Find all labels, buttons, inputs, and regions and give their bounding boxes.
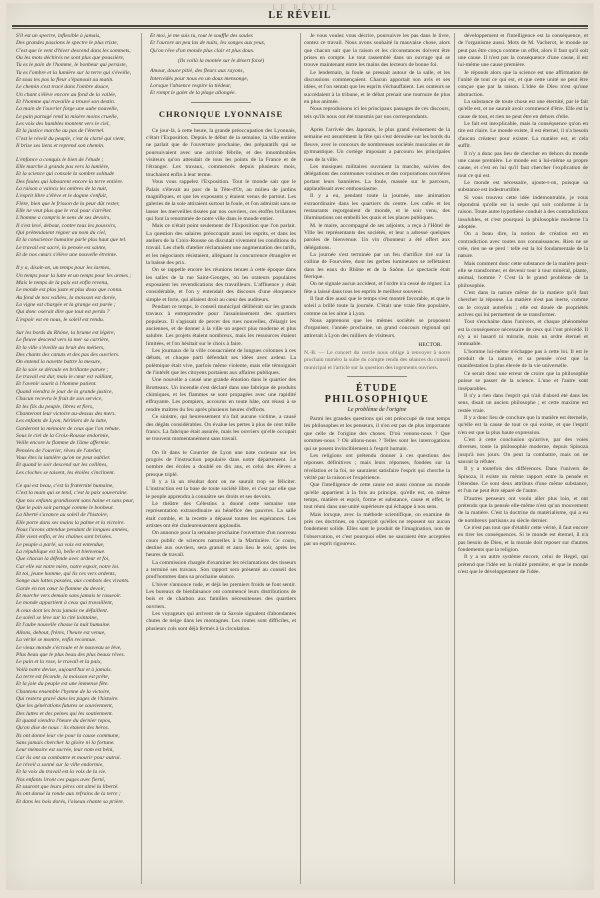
poem-line: Qui prétendaient régner au nom du ciel, — [16, 229, 107, 236]
poem-line: A ceux dont les bras jamais ne défaillent. — [16, 607, 109, 614]
poem-line: Un temps pour la lutte et un temps pour les armes ; — [16, 272, 132, 279]
paragraph: L'homme lui-même n'échappe pas à cette loi. Il est le produit de la nature, et sa pensée n'est que la manifestation la plus élevée de la vie universelle. — [458, 348, 588, 370]
poem-line: Qu'on dise de nous : ils étaient des héros. — [16, 725, 110, 732]
poem-line: Et dans les bois dorés, l'oiseau chante sa prière. — [16, 798, 125, 805]
poem-line: Allons, debout, frères, l'heure est venue, — [16, 629, 106, 636]
poem-line: Songe aux luttes passées, aux combats des vivants. — [16, 578, 130, 585]
poem-line: Que nos enfants grandissent sans haine et sans peur, — [16, 497, 134, 504]
paragraph: Mais lorsque, avec la méthode scientifique, on examine de près ces doctrines, on s'aperçoit qu'elles ne reposent sur aucun fondement solide. Elles sont le produit de l'imagination, non de l'observation, et c'est pourquoi elles ne sauraient être acceptées par un esprit rigoureux. — [304, 511, 450, 547]
article-body — [146, 450, 296, 634]
paragraph: On annonce pour la semaine prochaine l'ouverture d'un nouveau cours public de sciences naturelles à la Martinière. Ce cours, destiné aux ouvriers, sera gratuit et aura lieu le soir, après les heures de travail. — [146, 530, 296, 559]
poem-line: Pensées de l'ouvrier, rêves de l'atelier, — [16, 447, 102, 454]
poem-line: Le travail est sacré, la pensée est sainte, — [16, 244, 107, 251]
paragraph: Il y a là un résultat dont on ne saurait trop se féliciter. L'instruction est la base de toute société libre, et c'est par elle que le peuple apprendra à connaître ses droits et ses devoirs. — [146, 478, 296, 500]
poem-line: Nous l'avons attendue pendant de longues années, — [16, 527, 129, 533]
article-body — [304, 127, 450, 340]
paragraph: M. le maire, accompagné de ses adjoints, a reçu à l'Hôtel de Ville les représentants des sociétés, et leur a adressé quelques paroles de bienvenue. Un vin d'honneur a été offert aux délégations. — [304, 222, 450, 251]
poem-line: Chantons ensemble l'hymne de la victoire, — [16, 688, 111, 695]
paragraph: Les voyageurs qui arrivent de la Savoie signalent d'abondantes chutes de neige dans les montagnes. Les routes sont difficiles, et plusieurs cols sont déjà fermés à la circulation. — [146, 611, 296, 632]
poem-line: Lorsque l'absence respire la tiédeur, — [150, 83, 232, 90]
column-divider — [300, 33, 301, 884]
poem-line: Les enfants de Lyon, héritiers de la lutte, — [16, 418, 108, 425]
paragraph: L'hiver s'annonce rude, et déjà les premiers froids se font sentir. Les bureaux de bienfaisance ont commencé leurs distributions de bois et de charbon aux familles nécessiteuses des quartiers ouvriers. — [146, 581, 296, 610]
poem-line: Plus beau que le plus beau des plus beaux rêves. — [16, 651, 126, 658]
section-title-etude: ÉTUDE PHILOSOPHIQUE — [324, 383, 430, 406]
poem-line: Amour, douce pitié, des fleurs aux rayons, — [150, 68, 244, 75]
poem-line: Et la justice marche au pas de l'éternel. — [16, 128, 105, 135]
poem-line: Car ils ont su combattre et mourir pour autrui. — [16, 754, 121, 761]
poem-line: Le vieux monde s'écroule et le nouveau se lève, — [16, 644, 122, 651]
separator-rule — [191, 102, 251, 103]
poem-line: Le pain et la rose, le travail et la paix, — [16, 659, 102, 666]
poem-line: Des grandes passions le spectre le plus triste, — [16, 40, 119, 47]
paragraph: Que l'intelligence de cette cause est aussi connue au monde qu'elle appartient à la fois au principe, qu'elle est, en même temps, matière et esprit, forme et substance, cause et effet, le tout réuni dans une unité supérieure qui échappe à nos sens. — [304, 482, 450, 511]
paragraph: Il n'y a donc pas lieu de chercher en dehors du monde une cause première. Le monde est à lui-même sa propre cause, et c'est en lui qu'il faut chercher l'explication de tout ce qui est. — [458, 150, 588, 179]
paragraph: Si vous trouvez cette idée indémontrable, je vous répondrai qu'elle est la seule qui soit conforme à la raison. Toute autre hypothèse conduit à des contradictions insolubles, et c'est pourquoi la philosophie moderne l'a adoptée. — [458, 194, 588, 230]
poem-block — [12, 483, 138, 806]
poem-line: Les cloches se taisent, les étoiles s'inclinent. — [16, 469, 116, 476]
poem-line: Ils ont donné leur vie pour la cause commune, — [16, 732, 120, 739]
paragraph: Mais ce n'était point seulement de l'Exposition que l'on parlait. La question des salaires préoccupait aussi les esprits, et dans les ateliers de la Croix-Rousse on discutait vivement les conditions du travail. Les chefs d'atelier réclamaient une augmentation des tarifs, et les négociants résistaient, alléguant la concurrence étrangère et la baisse des prix. — [146, 223, 296, 266]
masthead-rule-thin — [12, 28, 588, 29]
poem-line: Et toi, jeune homme, qui lis ces vers ardents, — [16, 571, 116, 578]
signature: HECTOR. — [418, 342, 442, 349]
poem-line: Et rompt le galet de la plage allongée. — [150, 90, 236, 97]
article-body — [304, 33, 450, 121]
column-3 — [304, 33, 450, 884]
poem-line: Et l'aurore un peu las de nuits, les songes aux yeux, — [150, 40, 266, 47]
column-4 — [458, 33, 588, 884]
poem-line: Elle ne veut plus que le vrai pour s'arrêter. — [16, 207, 112, 214]
poem-line: Que les générations futures se souviennent, — [16, 703, 114, 710]
paragraph: Tout s'enchaîne dans l'univers, et chaque phénomène est la conséquence nécessaire de ceux qui l'ont précédé. Il n'y a ni hasard ni miracle, mais un ordre éternel et immuable. — [458, 319, 588, 348]
paragraph: On se rappelle encore les réunions tenues à cette époque dans les salles de la rue Saint-Georges, où les orateurs populaires exposaient les revendications des travailleurs. L'affluence y était considérable, et l'on y entendait des discours d'une éloquence simple et forte, qui allaient droit au cœur des auditeurs. — [146, 267, 296, 303]
paragraph: Le théâtre des Célestins a donné cette semaine une représentation extraordinaire au bénéfice des pauvres. La salle était comble, et la recette a dépassé toutes les espérances. Les artistes ont été chaleureusement applaudis. — [146, 500, 296, 529]
poem-line: Que chacun la défende avec ardeur et foi, — [16, 556, 110, 563]
column-divider — [141, 33, 142, 884]
paragraph: La journée s'est terminée par un feu d'artifice tiré sur la colline de Fourvière, dont les gerbes lumineuses se reflétaient dans les eaux du Rhône et de la Saône. Le spectacle était féerique. — [304, 251, 450, 280]
paragraph: On lit dans le Courrier de Lyon une note curieuse sur les progrès de l'instruction populaire dans notre département. Le nombre des écoles a doublé en dix ans, et celui des élèves a presque triplé. — [146, 449, 296, 478]
masthead-rule — [12, 25, 588, 27]
poem-line: Garderont la mémoire de ceux que l'on rebute. — [16, 425, 121, 432]
poem-line: On entend la navette battre la mesure, — [16, 359, 102, 366]
poem-line: C'est le réveil du peuple, c'est la clarté qui vient, — [16, 135, 126, 142]
column-divider — [454, 33, 455, 884]
poem-block — [12, 330, 138, 477]
paragraph: Il y a un autre système encore, celui de Hegel, qui prétend que l'idée est la réalité première, et que le monde n'est que le développement de l'idée. — [458, 554, 588, 576]
poem-line: Ce qui est beau, c'est la fraternité humaine, — [16, 482, 114, 489]
section-subtitle: Le problème de l'origine — [347, 407, 407, 414]
poem-line: Et l'avenir sourit à l'homme patient. — [16, 381, 97, 388]
poem-line: Mais le temps de la paix est enfin revenu, — [16, 280, 109, 286]
article-body — [458, 33, 588, 576]
poem-line: Chanteront leur victoire au-dessus des mers. — [16, 410, 116, 417]
poem-line: Tu es l'ombre et la lumière sur la terre qui s'éveille, — [16, 69, 132, 76]
poem-line: Et l'homme qui travaille a trouvé son destin. — [16, 99, 116, 106]
poem-line: Au fond de nos vallées, la moisson est dorée, — [16, 294, 117, 301]
paragraph: On ne signale aucun accident, et l'ordre n'a cessé de régner. La fête a laissé dans tous les esprits le meilleur souvenir. — [304, 281, 450, 295]
paragraph: On a beau dire, la notion de création est en contradiction avec toutes nos connaissances. Rien ne se crée, rien ne se perd : telle est la loi fondamentale de la nature. — [458, 231, 588, 260]
poem-line: L'espoir est en nous, le soleil est rendu. — [16, 316, 105, 323]
note: N.-B. — Le concert du cercle nous oblige à renvoyer à notre prochain numéro la suite du compte rendu des séances du conseil municipal et l'article sur la question des logements ouvriers. — [304, 350, 450, 371]
paragraph: Parmi les grandes questions qui ont préoccupé de tout temps les philosophes et les penseurs, il n'en est pas de plus importante que celle de l'origine des choses. D'où venons-nous ? Que sommes-nous ? Où allons-nous ? Telles sont les interrogations qui se posent invinciblement à l'esprit humain. — [304, 416, 450, 452]
column-1 — [12, 33, 138, 884]
paragraph: Le lendemain, la foule se pressait autour de la salle, et les discussions commençaient. Chacun apportait son avis et ses idées, et l'on sentait que les esprits s'échauffaient. Les orateurs se succédaient à la tribune, et le débat prenait une tournure de plus en plus animée. — [304, 69, 450, 106]
poem-line: Sous le ciel de la Croix-Rousse endormie, — [16, 432, 110, 439]
paragraph: Les musiques militaires ouvraient la marche, suivies des délégations des communes voisines et des corporations ouvrières portant leurs bannières. La foule, massée sur le parcours, applaudissait avec enthousiasme. — [304, 163, 450, 192]
poem-line: La main de l'ouvrier forge une aube nouvelle, — [16, 106, 119, 113]
paragraph: Ce jour-là, à cette heure, la grande préoccupation des Lyonnais, c'était l'Exposition. Depuis le début de la semaine, la ville entière ne parlait que de l'ouverture prochaine, des préparatifs qui se poursuivaient avec une activité fébrile, et des innombrables visiteurs qu'on attendait de tous les points de la France et de l'étranger. Les travaux, commencés depuis plusieurs mois, touchaient enfin à leur terme. — [146, 127, 296, 178]
paragraph: développement et l'intelligence est la conséquence, et de l'organisme aussi. Mots de M. Vacherot, le monde ne peut pas être conçu comme un effet, alors il faut qu'il soit une cause. Il n'est pas la conséquence d'une cause, il est lui-même une cause première. — [458, 33, 588, 69]
poem-line: Elle marche à grands pas vers la lumière, — [16, 163, 110, 170]
section-title-chronique: CHRONIQUE LYONNAISE — [158, 108, 284, 119]
poem-line: L'esprit libre s'élève et le dogme s'enfuit, — [16, 193, 108, 200]
poem-line: Et quand le soir descend sur les collines, — [16, 462, 108, 469]
column-2 — [146, 33, 296, 884]
poem-line: Quand viendra le jour de la grande justice, — [16, 388, 113, 395]
poem-line: Il brise ses liens et reprend son chemin. — [16, 143, 105, 150]
newspaper-page — [6, 3, 594, 890]
poem-line: Sans jamais chercher la gloire ni la fortune. — [16, 739, 115, 746]
poem-line: Leur mémoire est sacrée, leur nom est béni, — [16, 747, 114, 754]
paragraph: Le monde est nécessaire, ajoute-t-on, puisque sa substance est indestructible. — [458, 179, 588, 194]
poem-line: La république est là, belle et bienvenue. — [16, 549, 106, 556]
poem-line: Nos enfants liront ces pages avec fierté, — [16, 776, 106, 783]
paragraph: Après l'arrivée des Japonais, le plus grand événement de la semaine est assurément la fête qui s'est déroulée sur les bords du fleuve, avec le concours de nombreuses sociétés musicales et de gymnastique. Un cortège imposant a parcouru les principales rues de la ville. — [304, 127, 450, 163]
paragraph: La substance de toute chose est une éternité, par le fait qu'elle est, et ne saurait avoir commencé d'être. Elle est la cause de tout, et rien ne peut être en dehors d'elle. — [458, 99, 588, 120]
paragraph: Il faut dire aussi que le temps s'est montré favorable, et que le soleil a brillé toute la journée. C'était une vraie fête populaire, comme on les aime à Lyon. — [304, 296, 450, 317]
poem-line: Garde en ton cœur la flamme du devoir, — [16, 585, 105, 592]
poem-line: Et les fils du peuple, libres et fiers, — [16, 403, 94, 410]
poem-line: Qui donc oserait dire que tout est perdu ? — [16, 309, 110, 316]
poem-line: Que le pain soit partagé comme le bonheur. — [16, 504, 114, 511]
poem-line: Et la ville s'éveille au bruit des métiers, — [16, 344, 105, 351]
poem-line: Le pain partagé rend la misère moins cruelle, — [16, 113, 119, 120]
poem-line: Et la joie du peuple est une immense fête. — [16, 681, 109, 688]
poem-line: Et la science qui console la sombre solitude — [16, 171, 115, 178]
poem-line: Sur les bords du Rhône, la brume est légère, — [16, 330, 116, 337]
poem-line: Il y a, disait-on, un temps pour les larmes, — [16, 265, 111, 272]
poem-line: Tu es le pain de l'homme, le bonheur qui persiste, — [16, 62, 128, 69]
poem-line: Le monde appartient à ceux qui travaillent, — [16, 600, 114, 607]
masthead: LE RÉVEIL — [268, 10, 332, 21]
poem-line: Fière, bien que le frisson de la peur dût rester, — [16, 200, 120, 207]
poem-line: La vérité se montre, enfin reconnue. — [16, 637, 97, 644]
poem-line: Les voix des humbles montent vers le ciel, — [16, 121, 110, 128]
poem-line: La liberté s'avance au soleil de l'histoire, — [16, 512, 109, 519]
poem-line: Le travail est dur, mais le cœur est vaillant, — [16, 374, 113, 381]
article-body — [304, 416, 450, 548]
paragraph: Il y a donc lieu de conclure que la matière est éternelle, qu'elle est la cause de tout ce qui existe, et que l'esprit n'en est que la plus haute expression. — [458, 414, 588, 436]
poem-line: Le réveil a sonné sur la ville endormie, — [16, 762, 104, 768]
paragraph: Le fait est inexplicable, mais la conséquence qu'on en tire est claire. Le monde existe, il est éternel, il n'a besoin d'aucun créateur pour exister. La matière est, et cela suffit. — [458, 121, 588, 150]
poem-line: Qui restera gravé dans les pages de l'histoire. — [16, 695, 119, 702]
paragraph: Mais comment donc cette substance de la matière peut-elle se transformer, et devenir tour à tour minéral, plante, animal, homme ? C'est là le grand problème de la philosophie. — [458, 260, 588, 289]
paragraph: Ce sinistre, qui heureusement n'a fait aucune victime, a causé des dégâts considérables. On évalue les pertes à plus de cent mille francs. La fabrique était assurée, mais les ouvriers qu'elle occupait se trouvent momentanément sans travail. — [146, 414, 296, 443]
poem-line: Et marche vers demain sans jamais te rasseoir. — [16, 593, 122, 600]
poem-line: Des luttes et des peines qui les soutiennent. — [16, 710, 113, 717]
poem-line: Elle vient enfin, et les chaînes sont brisées. — [16, 534, 113, 541]
separator-rule — [347, 376, 407, 377]
paragraph: Je vous voulez vous décrire, poursuivre les pas dans le livre, contez ce travail. Nous avons souhaité la mauvaise chose, alors que chacun sait que la raison et les circonstances doivent être prises en compte. Le tout rassemblé dans un ouvrage qui se trouve maintenant entre les mains des lecteurs de bonne foi. — [304, 33, 450, 69]
poem-line: Et la voix du travail est la voix de la vie. — [16, 769, 107, 776]
paragraph: Nous apprenons que les mêmes sociétés se proposent d'organiser, l'année prochaine, un grand concours régional qui attirerait à Lyon des milliers de visiteurs. — [304, 318, 450, 339]
poem-block — [12, 157, 138, 260]
poem-line: C'est que le vent d'hiver descend dans les sommets, — [16, 47, 131, 54]
paragraph: Les journaux de la ville consacraient de longues colonnes à ces débats, et chaque parti défendait ses idées avec ardeur. La polémique était vive, parfois même violente, mais elle témoignait de l'intérêt que les citoyens portaient aux affaires publiques. — [146, 348, 296, 377]
article-body — [146, 128, 296, 444]
paragraph: Ce n'est pas tout que d'établir cette vérité, il faut encore en tirer les conséquences. Si le monde est éternel, il n'a pas besoin de Dieu, et la morale doit reposer sur d'autres fondements que la religion. — [458, 525, 588, 554]
poem-line: Et quand viendra l'heure du dernier repos, — [16, 717, 112, 724]
poem-line: La terre est féconde, la moisson est prête, — [16, 673, 110, 680]
paragraph: La commission chargée d'examiner les réclamations des tisseurs a terminé ses travaux. Son rapport sera présenté au conseil des prud'hommes dans sa prochaine séance. — [146, 559, 296, 581]
poem-line: Et sauront que leurs pères ont aimé la liberté. — [16, 784, 119, 791]
paragraph: Vous vous rappelez l'Exposition. Tout le monde sait que le Palais s'élevait au parc de la Tête-d'Or, au milieu de jardins magnifiques, et que les exposants y étaient venus de partout. Les galeries de la soie attiraient surtout la foule, et l'on admirait sans se lasser les merveilles tissées par nos ouvriers, ces étoffes brillantes qui font la renommée de notre ville dans le monde entier. — [146, 179, 296, 222]
paragraph: Il y a toutefois des différences. Dans l'univers de Spinoza, il existe un même rapport entre la pensée et l'étendue. Ce sont deux attributs d'une même substance, et l'un ne peut être séparé de l'autre. — [458, 466, 588, 495]
poem-line: Et la conscience humaine parle plus haut que tel. — [16, 237, 127, 244]
poem-line: La raison a vaincu les ombres de la nuit, — [16, 185, 108, 192]
paragraph: C'est à cette conclusion qu'arrive, par des voies diverses, toute la philosophie moderne, depuis Spinoza jusqu'à nos jours. On peut la combattre, mais on ne saurait la réfuter. — [458, 436, 588, 465]
paragraph: Pendant ce temps, le conseil municipal délibérait sur les grands travaux à entreprendre pour l'assainissement des quartiers populeux. Il s'agissait de percer des rues nouvelles, d'élargir les anciennes, et de donner à la ville un aspect plus moderne et plus salubre. Les projets étaient nombreux, mais les ressources étaient limitées, et l'on hésitait sur le choix à faire. — [146, 304, 296, 347]
paragraph: Nous reproduisons ici les principaux passages de ces discours, tels qu'ils nous ont été transmis par nos correspondants. — [304, 106, 450, 120]
poem-line: Le chemin s'est tracé dans l'ombre douce, — [16, 84, 110, 91]
ghost-header: LE RÉVEIL — [272, 3, 340, 12]
poem-line: Et de nos cœurs s'élève une nouvelle étreinte. — [16, 251, 118, 258]
separator-rule — [191, 123, 251, 124]
poem-attribution: (Ils voilà la montée sur le désert foisé) — [177, 58, 265, 65]
poem-line: L'homme a compris le sens de ses devoirs, — [16, 215, 111, 222]
poem-line: Ils ont dansé la ronde aux refrains de la terre ; — [16, 791, 121, 798]
poem-line: Ou les mots déchirés ne sont plus que poussière, — [16, 55, 125, 62]
poem-line: Un chant s'élève encore au fond de la vallée, — [16, 91, 117, 98]
paragraph: Il y a eu, pendant toute la journée, une animation extraordinaire dans les quartiers du centre. Les cafés et les restaurants regorgeaient de monde, et le soir venu, des illuminations ont embelli les quais et les places publiques. — [304, 193, 450, 222]
poem-line: La vigne est chargée et la grange est parée ; — [16, 302, 116, 309]
poem-line: Le fleuve descend vers la mer sa carrière, — [16, 337, 110, 344]
poem-line: Le peuple a parlé, sa voix est entendue, — [16, 541, 105, 548]
poem-line: Elle porte dans ses mains la palme et la victoire. — [16, 519, 125, 526]
poem-line: Intercédés pour nous en un doux mensonge, — [150, 75, 249, 82]
poem-block — [146, 33, 296, 55]
poem-line: Des foules qui labourent encore la terre entière. — [16, 178, 124, 185]
poem-line: Vous êtes la lumière qu'on ne peut oublier. — [16, 454, 111, 461]
paragraph: Il n'y a rien dans l'esprit qui n'ait d'abord été dans les sens, disait un ancien philosophe ; et cette maxime est restée vraie. — [458, 392, 588, 414]
poem-line: Il s'est levé, debout, contre tous les pouvoirs, — [16, 222, 117, 229]
paragraph: Ce serait donc une erreur de croire que la philosophie puisse se passer de la science. L'une et l'autre sont inséparables. — [458, 370, 588, 392]
poem-line: Et moi, je me suis tu, tout le souffle des saules — [150, 33, 253, 39]
poem-line: Voilà notre devise, aujourd'hui et à jamais. — [16, 666, 112, 673]
poem-line: Et l'aube nouvelle chasse la nuit humaine. — [16, 622, 111, 629]
poem-line: Et la soie se déroule en brillante parure ; — [16, 366, 109, 373]
poem-line: Le soleil se lève sur la cité lointaine, — [16, 615, 99, 622]
paragraph: C'est dans la nature même de la matière qu'il faut chercher la réponse. La matière n'est pas inerte, comme on le croyait autrefois ; elle est douée de propriétés actives qui lui permettent de se transformer. — [458, 290, 588, 319]
poem-line: Car elle est notre mère, notre espoir, notre loi. — [16, 563, 120, 570]
poem-line: S'il est un spectre, inflexible à jamais, — [16, 33, 101, 39]
poem-line: Qu'on rêve d'un monde plus clair et plus doux. — [150, 47, 255, 54]
poem-block — [12, 33, 138, 151]
poem-line: C'est la main qui se tend, c'est la paix souveraine. — [16, 490, 128, 497]
poem-line: Le monde est plus juste et plus doux que connu. — [16, 287, 123, 294]
poem-line: Et sous tes pas la fleur s'épanouit au matin. — [16, 77, 114, 84]
poem-block — [12, 265, 138, 324]
poem-line: Veille encore la flamme de l'âme affermie. — [16, 440, 111, 447]
poem-line: Des chants des canuts et des pas des ouvriers. — [16, 352, 120, 359]
paragraph: D'autres penseurs ont voulu aller plus loin, et ont prétendu que la pensée elle-même n'est qu'un mouvement de la matière. C'est la doctrine du matérialisme, qui a eu de nombreux partisans au siècle dernier. — [458, 495, 588, 524]
poem-line: L'enfance a conquis le bien de l'étude ; — [16, 156, 104, 163]
paragraph: Je réponds alors que la science est une affirmation de l'unité de tout ce qui est, et que cette unité ne peut être conçue que par la raison. L'idée de Dieu n'est qu'une abstraction. — [458, 69, 588, 98]
paragraph: Une nouvelle a causé une grande émotion dans le quartier des Brotteaux. Un incendie s'est déclaré dans une fabrique de produits chimiques, et les flammes se sont propagées avec une rapidité effrayante. Les pompiers, accourus en toute hâte, ont réussi à se rendre maîtres du feu après plusieurs heures d'efforts. — [146, 377, 296, 413]
poem-line: Chacun recevra le fruit de son service, — [16, 396, 103, 403]
paragraph: Les religions ont prétendu donner à ces questions des réponses définitives ; mais leurs réponses, fondées sur la révélation et la foi, ne sauraient satisfaire l'esprit qui cherche la vérité par la raison et l'expérience. — [304, 452, 450, 481]
poem-block — [146, 68, 296, 97]
